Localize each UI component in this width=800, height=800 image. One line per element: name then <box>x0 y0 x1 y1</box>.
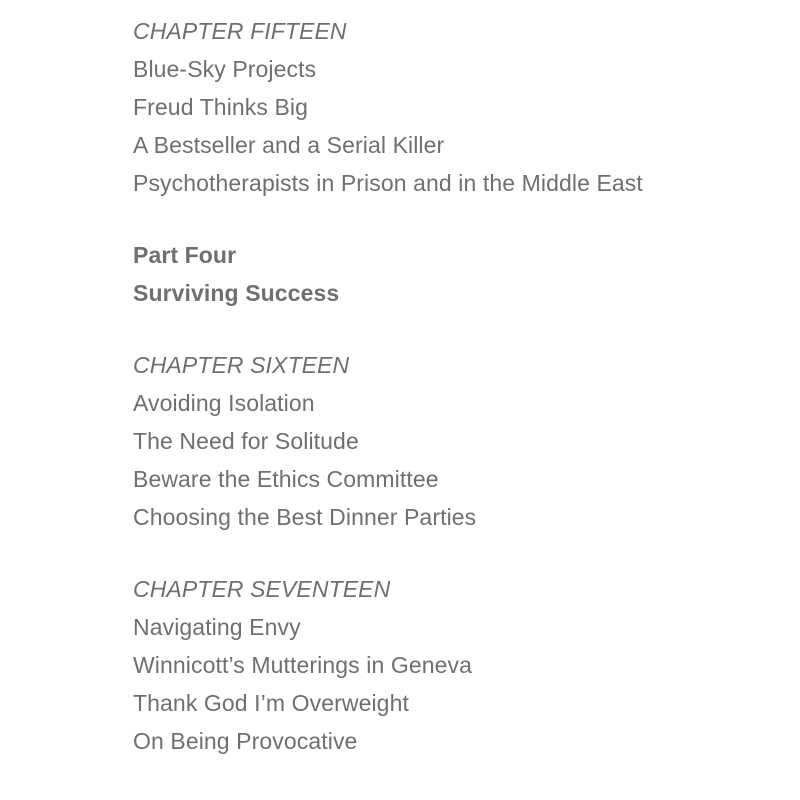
toc-entry: Winnicott’s Mutterings in Geneva <box>133 652 472 678</box>
chapter-heading: CHAPTER SIXTEEN <box>133 352 350 378</box>
chapter-sixteen-section <box>133 346 773 536</box>
toc-entry: Choosing the Best Dinner Parties <box>133 504 477 530</box>
toc-entry: Blue-Sky Projects <box>133 56 317 82</box>
toc-entry: Navigating Envy <box>133 614 301 640</box>
toc-entry: Thank God I’m Overweight <box>133 690 409 716</box>
part-subtitle: Surviving Success <box>133 280 340 306</box>
section-spacer <box>133 536 773 570</box>
part-title: Part Four <box>133 242 237 268</box>
toc-entry: The Need for Solitude <box>133 428 359 454</box>
section-spacer <box>133 202 773 236</box>
chapter-seventeen-section <box>133 570 773 760</box>
section-spacer <box>133 312 773 346</box>
chapter-fifteen-section <box>133 12 773 202</box>
chapter-heading: CHAPTER FIFTEEN <box>133 18 347 44</box>
toc-entry: Beware the Ethics Committee <box>133 466 439 492</box>
toc-entry: Freud Thinks Big <box>133 94 309 120</box>
toc-entry: Psychotherapists in Prison and in the Middle East <box>133 170 643 196</box>
toc-entry: Avoiding Isolation <box>133 390 315 416</box>
table-of-contents <box>133 12 773 760</box>
toc-entry: A Bestseller and a Serial Killer <box>133 132 445 158</box>
toc-entry: On Being Provocative <box>133 728 358 754</box>
part-four-section <box>133 236 773 312</box>
chapter-heading: CHAPTER SEVENTEEN <box>133 576 391 602</box>
